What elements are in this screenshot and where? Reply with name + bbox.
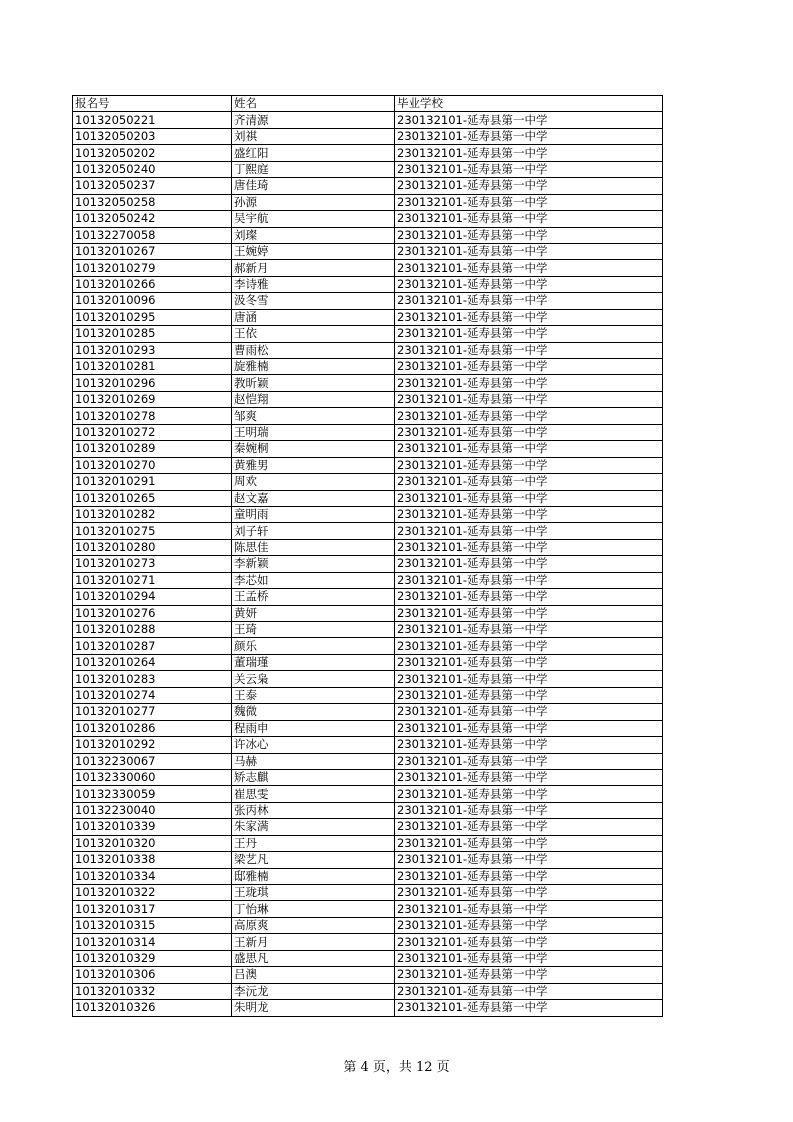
table-row — [73, 704, 663, 720]
header-graduation-school: 毕业学校 — [395, 96, 663, 112]
school-cell: 230132101-延寿县第一中学 — [395, 901, 663, 917]
table-row — [73, 194, 663, 210]
school-cell: 230132101-延寿县第一中学 — [395, 967, 663, 983]
student-name-cell: 许冰心 — [232, 737, 395, 753]
student-name-cell: 王新月 — [232, 934, 395, 950]
registration-number-cell: 10132330059 — [73, 786, 232, 802]
school-cell: 230132101-延寿县第一中学 — [395, 276, 663, 292]
registration-number-cell: 10132010329 — [73, 950, 232, 966]
school-cell: 230132101-延寿县第一中学 — [395, 457, 663, 473]
student-name-cell: 刘祺 — [232, 128, 395, 144]
student-name-cell: 盛思凡 — [232, 950, 395, 966]
student-name-cell: 关云枭 — [232, 671, 395, 687]
school-cell: 230132101-延寿县第一中学 — [395, 112, 663, 128]
table-row — [73, 917, 663, 933]
student-name-cell: 程雨申 — [232, 720, 395, 736]
student-name-cell: 颜乐 — [232, 638, 395, 654]
table-row — [73, 293, 663, 309]
registration-number-cell: 10132050237 — [73, 178, 232, 194]
school-cell: 230132101-延寿县第一中学 — [395, 506, 663, 522]
registration-number-cell: 10132010294 — [73, 589, 232, 605]
school-cell: 230132101-延寿县第一中学 — [395, 720, 663, 736]
registration-number-cell: 10132010315 — [73, 917, 232, 933]
student-name-cell: 郝新月 — [232, 260, 395, 276]
registration-number-cell: 10132010272 — [73, 424, 232, 440]
student-name-cell: 齐清源 — [232, 112, 395, 128]
school-cell: 230132101-延寿县第一中学 — [395, 934, 663, 950]
school-cell: 230132101-延寿县第一中学 — [395, 556, 663, 572]
school-cell: 230132101-延寿县第一中学 — [395, 786, 663, 802]
school-cell: 230132101-延寿县第一中学 — [395, 622, 663, 638]
header-name: 姓名 — [232, 96, 395, 112]
school-cell: 230132101-延寿县第一中学 — [395, 359, 663, 375]
student-table — [72, 95, 663, 1017]
student-name-cell: 唐涵 — [232, 309, 395, 325]
school-cell: 230132101-延寿县第一中学 — [395, 835, 663, 851]
school-cell: 230132101-延寿县第一中学 — [395, 852, 663, 868]
school-cell: 230132101-延寿县第一中学 — [395, 917, 663, 933]
table-row — [73, 572, 663, 588]
school-cell: 230132101-延寿县第一中学 — [395, 572, 663, 588]
school-cell: 230132101-延寿县第一中学 — [395, 211, 663, 227]
table-row — [73, 769, 663, 785]
student-name-cell: 梁艺凡 — [232, 852, 395, 868]
table-row — [73, 424, 663, 440]
school-cell: 230132101-延寿县第一中学 — [395, 539, 663, 555]
student-name-cell: 陈思佳 — [232, 539, 395, 555]
registration-number-cell: 10132010339 — [73, 819, 232, 835]
student-name-cell: 李新颖 — [232, 556, 395, 572]
student-name-cell: 旋雅楠 — [232, 359, 395, 375]
table-row — [73, 638, 663, 654]
student-name-cell: 崔思雯 — [232, 786, 395, 802]
school-cell: 230132101-延寿县第一中学 — [395, 769, 663, 785]
table-row — [73, 605, 663, 621]
registration-number-cell: 10132010334 — [73, 868, 232, 884]
school-cell: 230132101-延寿县第一中学 — [395, 424, 663, 440]
table-row — [73, 934, 663, 950]
registration-number-cell: 10132010291 — [73, 474, 232, 490]
student-name-cell: 刘子轩 — [232, 523, 395, 539]
registration-number-cell: 10132010293 — [73, 342, 232, 358]
school-cell: 230132101-延寿县第一中学 — [395, 293, 663, 309]
registration-number-cell: 10132010280 — [73, 539, 232, 555]
school-cell: 230132101-延寿县第一中学 — [395, 161, 663, 177]
registration-number-cell: 10132010271 — [73, 572, 232, 588]
table-row — [73, 227, 663, 243]
registration-number-cell: 10132230067 — [73, 753, 232, 769]
school-cell: 230132101-延寿县第一中学 — [395, 128, 663, 144]
school-cell: 230132101-延寿县第一中学 — [395, 326, 663, 342]
school-cell: 230132101-延寿县第一中学 — [395, 802, 663, 818]
registration-number-cell: 10132010275 — [73, 523, 232, 539]
student-name-cell: 朱明龙 — [232, 1000, 395, 1016]
student-name-cell: 王泰 — [232, 687, 395, 703]
school-cell: 230132101-延寿县第一中学 — [395, 178, 663, 194]
table-row — [73, 145, 663, 161]
registration-number-cell: 10132010285 — [73, 326, 232, 342]
school-cell: 230132101-延寿县第一中学 — [395, 1000, 663, 1016]
school-cell: 230132101-延寿县第一中学 — [395, 260, 663, 276]
table-row — [73, 737, 663, 753]
student-name-cell: 孙源 — [232, 194, 395, 210]
table-row — [73, 128, 663, 144]
school-cell: 230132101-延寿县第一中学 — [395, 243, 663, 259]
registration-number-cell: 10132010282 — [73, 506, 232, 522]
registration-number-cell: 10132010096 — [73, 293, 232, 309]
registration-number-cell: 10132010306 — [73, 967, 232, 983]
student-name-cell: 李沅龙 — [232, 983, 395, 999]
table-row — [73, 441, 663, 457]
table-row — [73, 276, 663, 292]
school-cell: 230132101-延寿县第一中学 — [395, 227, 663, 243]
registration-number-cell: 10132010338 — [73, 852, 232, 868]
school-cell: 230132101-延寿县第一中学 — [395, 474, 663, 490]
school-cell: 230132101-延寿县第一中学 — [395, 375, 663, 391]
student-name-cell: 曹雨松 — [232, 342, 395, 358]
registration-number-cell: 10132010281 — [73, 359, 232, 375]
student-name-cell: 教昕颖 — [232, 375, 395, 391]
table-row — [73, 260, 663, 276]
student-name-cell: 黄妍 — [232, 605, 395, 621]
table-row — [73, 539, 663, 555]
table-row — [73, 474, 663, 490]
registration-number-cell: 10132010326 — [73, 1000, 232, 1016]
registration-number-cell: 10132010320 — [73, 835, 232, 851]
registration-number-cell: 10132050240 — [73, 161, 232, 177]
student-name-cell: 赵文嘉 — [232, 490, 395, 506]
page-footer: 第 4 页，共 12 页 — [343, 1060, 450, 1075]
table-row — [73, 490, 663, 506]
student-name-cell: 王丹 — [232, 835, 395, 851]
table-row — [73, 802, 663, 818]
table-row — [73, 868, 663, 884]
table-row — [73, 589, 663, 605]
student-name-cell: 刘璨 — [232, 227, 395, 243]
school-cell: 230132101-延寿县第一中学 — [395, 589, 663, 605]
registration-number-cell: 10132330060 — [73, 769, 232, 785]
registration-number-cell: 10132010270 — [73, 457, 232, 473]
table-row — [73, 457, 663, 473]
school-cell: 230132101-延寿县第一中学 — [395, 704, 663, 720]
school-cell: 230132101-延寿县第一中学 — [395, 441, 663, 457]
school-cell: 230132101-延寿县第一中学 — [395, 309, 663, 325]
registration-number-cell: 10132010278 — [73, 408, 232, 424]
registration-number-cell: 10132050203 — [73, 128, 232, 144]
school-cell: 230132101-延寿县第一中学 — [395, 983, 663, 999]
student-name-cell: 丁熙庭 — [232, 161, 395, 177]
registration-number-cell: 10132010317 — [73, 901, 232, 917]
table-row — [73, 523, 663, 539]
table-row — [73, 1000, 663, 1016]
school-cell: 230132101-延寿县第一中学 — [395, 885, 663, 901]
student-name-cell: 赵恺翔 — [232, 391, 395, 407]
table-row — [73, 720, 663, 736]
student-name-cell: 王孟桥 — [232, 589, 395, 605]
registration-number-cell: 10132010273 — [73, 556, 232, 572]
school-cell: 230132101-延寿县第一中学 — [395, 819, 663, 835]
registration-number-cell: 10132010277 — [73, 704, 232, 720]
student-name-cell: 童明雨 — [232, 506, 395, 522]
table-row — [73, 375, 663, 391]
school-cell: 230132101-延寿县第一中学 — [395, 687, 663, 703]
table-row — [73, 408, 663, 424]
student-name-cell: 王明瑞 — [232, 424, 395, 440]
table-row — [73, 309, 663, 325]
table-row — [73, 161, 663, 177]
student-name-cell: 唐佳琦 — [232, 178, 395, 194]
registration-number-cell: 10132010267 — [73, 243, 232, 259]
school-cell: 230132101-延寿县第一中学 — [395, 638, 663, 654]
table-row — [73, 342, 663, 358]
table-row — [73, 556, 663, 572]
registration-number-cell: 10132270058 — [73, 227, 232, 243]
table-row — [73, 243, 663, 259]
table-row — [73, 983, 663, 999]
table-row — [73, 211, 663, 227]
table-row — [73, 326, 663, 342]
student-name-cell: 周欢 — [232, 474, 395, 490]
student-name-cell: 汲冬雪 — [232, 293, 395, 309]
registration-number-cell: 10132010276 — [73, 605, 232, 621]
table-row — [73, 753, 663, 769]
school-cell: 230132101-延寿县第一中学 — [395, 408, 663, 424]
student-name-cell: 张丙林 — [232, 802, 395, 818]
table-row — [73, 901, 663, 917]
student-name-cell: 魏微 — [232, 704, 395, 720]
registration-number-cell: 10132230040 — [73, 802, 232, 818]
table-row — [73, 852, 663, 868]
table-row — [73, 687, 663, 703]
table-row — [73, 391, 663, 407]
registration-number-cell: 10132050221 — [73, 112, 232, 128]
table-row — [73, 885, 663, 901]
table-row — [73, 786, 663, 802]
student-name-cell: 李芯如 — [232, 572, 395, 588]
student-name-cell: 马赫 — [232, 753, 395, 769]
registration-number-cell: 10132010265 — [73, 490, 232, 506]
table-row — [73, 622, 663, 638]
student-name-cell: 高原爽 — [232, 917, 395, 933]
student-name-cell: 吴宇航 — [232, 211, 395, 227]
registration-number-cell: 10132010266 — [73, 276, 232, 292]
student-name-cell: 王珑琪 — [232, 885, 395, 901]
table-row — [73, 112, 663, 128]
school-cell: 230132101-延寿县第一中学 — [395, 737, 663, 753]
header-registration-number: 报名号 — [73, 96, 232, 112]
table-row — [73, 835, 663, 851]
school-cell: 230132101-延寿县第一中学 — [395, 868, 663, 884]
registration-number-cell: 10132010332 — [73, 983, 232, 999]
student-name-cell: 邹爽 — [232, 408, 395, 424]
student-name-cell: 邸雅楠 — [232, 868, 395, 884]
registration-number-cell: 10132010314 — [73, 934, 232, 950]
school-cell: 230132101-延寿县第一中学 — [395, 654, 663, 670]
registration-number-cell: 10132010274 — [73, 687, 232, 703]
school-cell: 230132101-延寿县第一中学 — [395, 523, 663, 539]
student-name-cell: 盛红阳 — [232, 145, 395, 161]
table-row — [73, 950, 663, 966]
table-row — [73, 178, 663, 194]
student-name-cell: 黄雅男 — [232, 457, 395, 473]
school-cell: 230132101-延寿县第一中学 — [395, 145, 663, 161]
registration-number-cell: 10132010283 — [73, 671, 232, 687]
table-header — [73, 96, 663, 112]
student-name-cell: 矫志麒 — [232, 769, 395, 785]
registration-number-cell: 10132050242 — [73, 211, 232, 227]
student-name-cell: 王婉婷 — [232, 243, 395, 259]
table-row — [73, 671, 663, 687]
registration-number-cell: 10132010287 — [73, 638, 232, 654]
registration-number-cell: 10132050258 — [73, 194, 232, 210]
school-cell: 230132101-延寿县第一中学 — [395, 605, 663, 621]
registration-number-cell: 10132010288 — [73, 622, 232, 638]
registration-number-cell: 10132010322 — [73, 885, 232, 901]
school-cell: 230132101-延寿县第一中学 — [395, 490, 663, 506]
table-row — [73, 819, 663, 835]
student-name-cell: 秦婉桐 — [232, 441, 395, 457]
registration-number-cell: 10132010289 — [73, 441, 232, 457]
registration-number-cell: 10132050202 — [73, 145, 232, 161]
school-cell: 230132101-延寿县第一中学 — [395, 950, 663, 966]
table-row — [73, 967, 663, 983]
student-name-cell: 王依 — [232, 326, 395, 342]
school-cell: 230132101-延寿县第一中学 — [395, 753, 663, 769]
header-row — [73, 96, 663, 112]
school-cell: 230132101-延寿县第一中学 — [395, 391, 663, 407]
student-name-cell: 吕澳 — [232, 967, 395, 983]
student-name-cell: 董瑞瑾 — [232, 654, 395, 670]
table-row — [73, 506, 663, 522]
student-name-cell: 李诗雅 — [232, 276, 395, 292]
table-row — [73, 359, 663, 375]
student-name-cell: 王琦 — [232, 622, 395, 638]
registration-number-cell: 10132010295 — [73, 309, 232, 325]
student-name-cell: 朱家满 — [232, 819, 395, 835]
registration-number-cell: 10132010269 — [73, 391, 232, 407]
table-body — [73, 112, 663, 1016]
registration-number-cell: 10132010279 — [73, 260, 232, 276]
school-cell: 230132101-延寿县第一中学 — [395, 194, 663, 210]
table-row — [73, 654, 663, 670]
student-name-cell: 丁怡琳 — [232, 901, 395, 917]
school-cell: 230132101-延寿县第一中学 — [395, 342, 663, 358]
registration-number-cell: 10132010296 — [73, 375, 232, 391]
registration-number-cell: 10132010292 — [73, 737, 232, 753]
registration-number-cell: 10132010264 — [73, 654, 232, 670]
school-cell: 230132101-延寿县第一中学 — [395, 671, 663, 687]
registration-number-cell: 10132010286 — [73, 720, 232, 736]
